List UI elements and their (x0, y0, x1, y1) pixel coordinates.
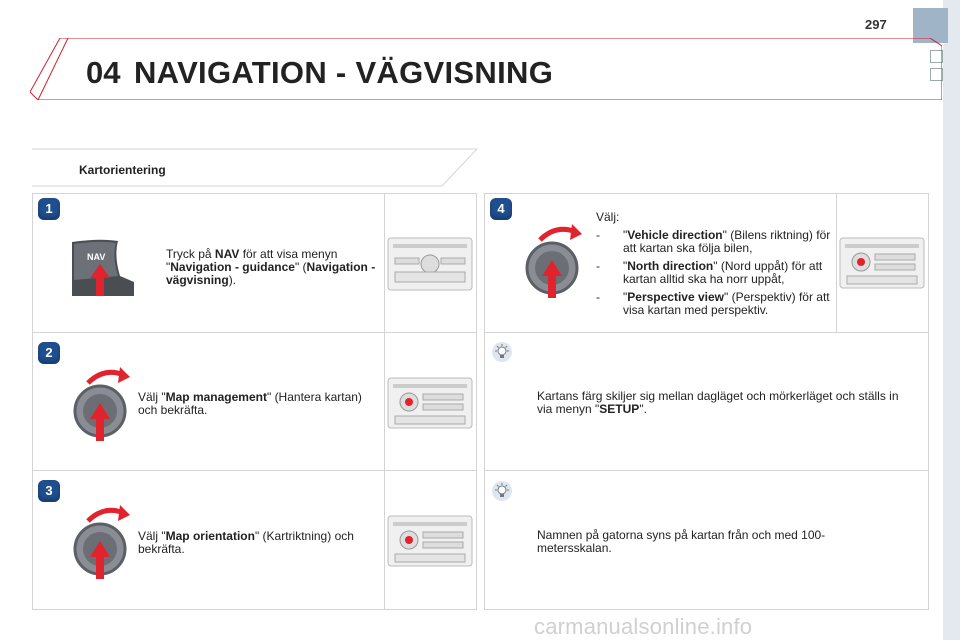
radio-unit-thumbnail (387, 512, 473, 570)
row-divider (484, 470, 928, 471)
section-heading: Kartorientering (79, 163, 166, 177)
step-1-text: Tryck på NAV för att visa menyn "Navigation - guidance" (Navigation - vägvisning). (166, 247, 376, 287)
page-side-strip (943, 0, 960, 640)
step-4-badge: 4 (490, 198, 512, 220)
chapter-number: 04 (86, 55, 121, 90)
step-1-badge: 1 (38, 198, 60, 220)
rotary-knob-icon (68, 365, 138, 443)
lightbulb-icon (492, 342, 512, 362)
watermark-text: carmanualsonline.info (534, 614, 753, 639)
radio-unit-thumbnail (387, 232, 473, 294)
radio-unit-thumbnail (839, 234, 925, 292)
tip-1-text: Kartans färg skiljer sig mellan dagläget och mörkerläget och ställs in via menyn "SETUP". (537, 389, 899, 416)
nav-button-icon (70, 236, 150, 298)
step-3-badge: 3 (38, 480, 60, 502)
row-divider (32, 332, 476, 333)
lightbulb-icon (492, 481, 512, 501)
step-4-intro: Välj: (596, 210, 620, 224)
page-number: 297 (865, 17, 887, 32)
step-3-text: Välj "Map orientation" (Kartriktning) och bekräfta. (138, 529, 354, 556)
rotary-knob-icon (68, 503, 138, 581)
option-vehicle-direction: - "Vehicle direction" (Bilens riktning) för att kartan ska följa bilen, (596, 228, 831, 255)
row-divider (32, 470, 476, 471)
page-title: NAVIGATION - VÄGVISNING (134, 55, 554, 90)
step-2-badge: 2 (38, 342, 60, 364)
tip-2-text: Namnen på gatorna syns på kartan från och med 100-metersskalan. (537, 528, 826, 555)
step-4-text (596, 211, 832, 317)
rotary-knob-icon (520, 222, 590, 300)
column-divider (836, 193, 837, 333)
step-2-text: Välj "Map management" (Hantera kartan) och bekräfta. (138, 390, 362, 417)
radio-unit-thumbnail (387, 374, 473, 432)
option-north-direction: - "North direction" (Nord uppåt) för att kartan alltid ska ha norr uppåt, (596, 259, 823, 286)
column-divider (384, 193, 385, 609)
nav-button-label: NAV (87, 252, 106, 262)
option-perspective-view: - "Perspective view" (Perspektiv) för att visa kartan med perspektiv. (596, 290, 830, 317)
row-divider (484, 332, 928, 333)
